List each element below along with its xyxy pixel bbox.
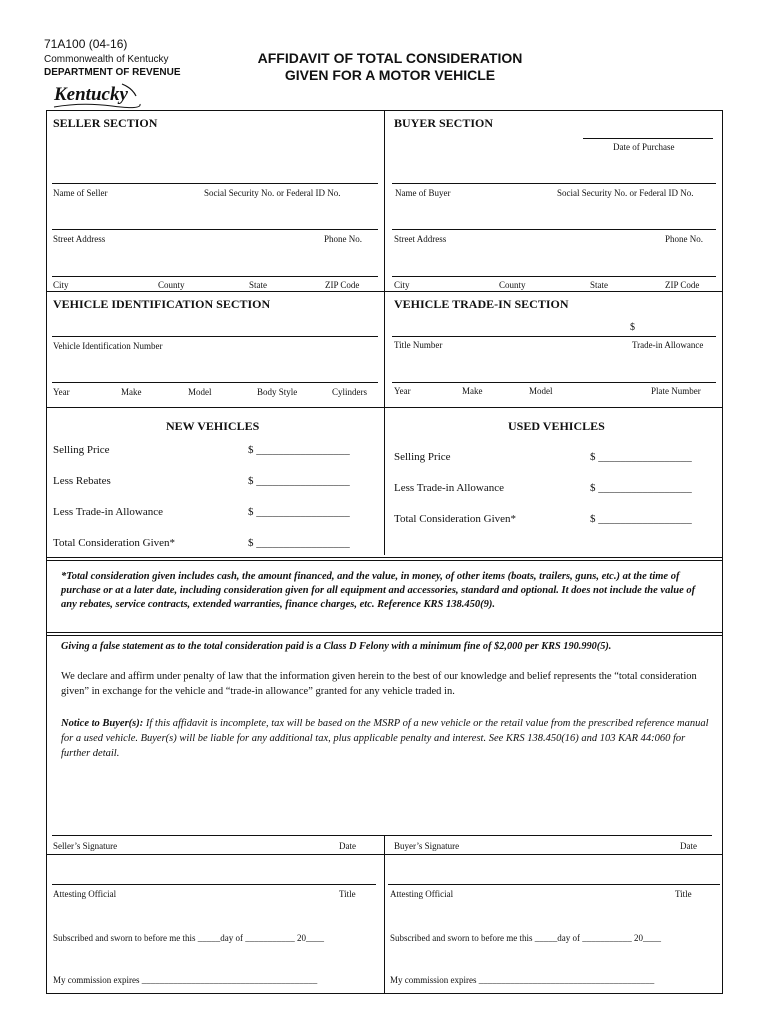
buyer-date-label: Date <box>680 841 697 851</box>
vehicle-cylinders-label: Cylinders <box>332 387 367 397</box>
buyer-section-heading: BUYER SECTION <box>394 116 494 130</box>
date-of-purchase-line[interactable] <box>583 138 713 139</box>
new-trade-in-allowance-field[interactable]: $ _________________ <box>248 506 350 518</box>
section-divider-2 <box>46 407 723 408</box>
buyer-name-label: Name of Buyer <box>395 188 451 198</box>
date-of-purchase-label: Date of Purchase <box>613 142 675 152</box>
title-number-label: Title Number <box>394 340 443 350</box>
used-total-consideration-label: Total Consideration Given* <box>394 513 517 525</box>
used-trade-in-allowance-label: Less Trade-in Allowance <box>394 482 504 494</box>
seller-city-line[interactable] <box>52 276 378 277</box>
declaration-text: We declare and affirm under penalty of law that the information given herein to the best of our knowledge and belief represents the “total consideration given” in exchange for the vehicle and “trade-in allowance” granted for any vehicle traded in. <box>61 671 697 697</box>
kentucky-logo-text: Kentucky <box>54 84 128 105</box>
trade-in-dollar-sign: $ <box>630 322 635 333</box>
trade-in-section-heading: VEHICLE TRADE-IN SECTION <box>394 297 569 311</box>
seller-zip-label: ZIP Code <box>325 280 360 290</box>
trade-in-year-label: Year <box>394 386 411 396</box>
buyer-state-label: State <box>590 280 608 290</box>
new-total-consideration-field[interactable]: $ _________________ <box>248 537 350 549</box>
new-selling-price-field[interactable]: $ _________________ <box>248 444 350 456</box>
new-trade-in-allowance-label: Less Trade-in Allowance <box>53 506 163 518</box>
seller-phone-label: Phone No. <box>324 234 362 244</box>
buyer-attesting-line[interactable] <box>388 884 720 885</box>
buyer-attesting-official-label: Attesting Official <box>390 889 454 899</box>
used-selling-price-field[interactable]: $ _________________ <box>590 451 692 463</box>
seller-date-label: Date <box>339 841 356 851</box>
buyer-zip-label: ZIP Code <box>665 280 700 290</box>
seller-state-label: State <box>249 280 267 290</box>
false-statement-warning: Giving a false statement as to the total consideration paid is a Class D Felony with a minimum fine of $2,000 per KRS 190.990(5). <box>61 641 612 652</box>
notice-to-buyer-text: If this affidavit is incomplete, tax will be based on the MSRP of a new vehicle or the retail value from the prescribed reference manual for a used vehicle. Buyer(s) will be liable for any additional tax, plus applicable penalty and interest. See KRS 138.450(16) and 103 KAR 44:060 for further detail. <box>61 718 709 759</box>
new-less-rebates-field[interactable]: $ _________________ <box>248 475 350 487</box>
buyer-street-label: Street Address <box>394 234 447 244</box>
buyer-name-line[interactable] <box>392 183 716 184</box>
trade-in-make-label: Make <box>462 386 483 396</box>
column-divider-top <box>384 110 385 555</box>
seller-signature-label: Seller’s Signature <box>53 841 118 851</box>
seller-attesting-title-label: Title <box>339 889 356 899</box>
seller-name-label: Name of Seller <box>53 188 108 198</box>
buyer-phone-label: Phone No. <box>665 234 703 244</box>
vehicle-id-section-heading: VEHICLE IDENTIFICATION SECTION <box>53 297 271 311</box>
seller-city-label: City <box>53 280 69 290</box>
vin-line[interactable] <box>52 336 378 337</box>
seller-section-heading: SELLER SECTION <box>53 116 158 130</box>
commonwealth-label: Commonwealth of Kentucky <box>44 54 169 65</box>
vehicle-body-style-label: Body Style <box>257 387 298 397</box>
vin-label: Vehicle Identification Number <box>53 341 163 351</box>
buyer-city-label: City <box>394 280 410 290</box>
pricing-bottom-rule <box>46 557 723 561</box>
seller-street-line[interactable] <box>52 229 378 230</box>
used-selling-price-label: Selling Price <box>394 451 451 463</box>
new-vehicles-heading: NEW VEHICLES <box>166 419 260 433</box>
buyer-street-line[interactable] <box>392 229 716 230</box>
seller-commission-expires[interactable]: My commission expires _______________________________________ <box>53 975 318 985</box>
column-divider-bottom <box>384 836 385 994</box>
department-label: DEPARTMENT OF REVENUE <box>44 67 181 78</box>
seller-county-label: County <box>158 280 185 290</box>
used-trade-in-allowance-field[interactable]: $ _________________ <box>590 482 692 494</box>
notice-to-buyer <box>61 716 717 761</box>
seller-name-line[interactable] <box>52 183 378 184</box>
signature-line[interactable] <box>52 835 712 836</box>
section-divider-1 <box>46 291 723 292</box>
form-number: 71A100 (04-16) <box>44 37 128 51</box>
seller-attesting-line[interactable] <box>52 884 376 885</box>
buyer-county-label: County <box>499 280 526 290</box>
trade-in-allowance-label: Trade-in Allowance <box>632 340 704 350</box>
signature-row-divider <box>46 854 723 855</box>
new-total-consideration-label: Total Consideration Given* <box>53 537 176 549</box>
vehicle-year-label: Year <box>53 387 70 397</box>
seller-attesting-official-label: Attesting Official <box>53 889 117 899</box>
used-vehicles-heading: USED VEHICLES <box>508 419 605 433</box>
total-consideration-footnote: *Total consideration given includes cash, the amount financed, and the value, in money, of other items (boats, trailers, guns, etc.) at the time of purchase or at a later date, including consideration given for all equipment and accessories, standard and optional. It does not include the value of any rebates, service contracts, extended warranties, finance charges, etc. Reference KRS 138.450(9). <box>61 571 696 610</box>
form-title-line-1: AFFIDAVIT OF TOTAL CONSIDERATION <box>257 50 523 66</box>
vehicle-make-label: Make <box>121 387 142 397</box>
buyer-commission-expires[interactable]: My commission expires _______________________________________ <box>390 975 655 985</box>
form-title-line-2: GIVEN FOR A MOTOR VEHICLE <box>284 67 496 83</box>
buyer-attesting-title-label: Title <box>675 889 692 899</box>
new-less-rebates-label: Less Rebates <box>53 475 111 487</box>
trade-in-plate-label: Plate Number <box>651 386 701 396</box>
seller-subscribed-sworn[interactable]: Subscribed and sworn to before me this _____day of ___________ 20____ <box>53 933 324 943</box>
used-total-consideration-field[interactable]: $ _________________ <box>590 513 692 525</box>
notice-to-buyer-label: Notice to Buyer(s): <box>61 718 144 729</box>
vehicle-model-label: Model <box>188 387 212 397</box>
seller-ssn-label: Social Security No. or Federal ID No. <box>204 188 341 198</box>
vehicle-details-line[interactable] <box>52 382 378 383</box>
footnote-bottom-rule <box>46 632 723 636</box>
buyer-subscribed-sworn[interactable]: Subscribed and sworn to before me this _____day of ___________ 20____ <box>390 933 661 943</box>
buyer-city-line[interactable] <box>392 276 716 277</box>
buyer-signature-label: Buyer’s Signature <box>394 841 460 851</box>
seller-street-label: Street Address <box>53 234 106 244</box>
new-selling-price-label: Selling Price <box>53 444 110 456</box>
title-number-line[interactable] <box>392 336 716 337</box>
trade-in-details-line[interactable] <box>392 382 716 383</box>
trade-in-model-label: Model <box>529 386 553 396</box>
buyer-ssn-label: Social Security No. or Federal ID No. <box>557 188 694 198</box>
